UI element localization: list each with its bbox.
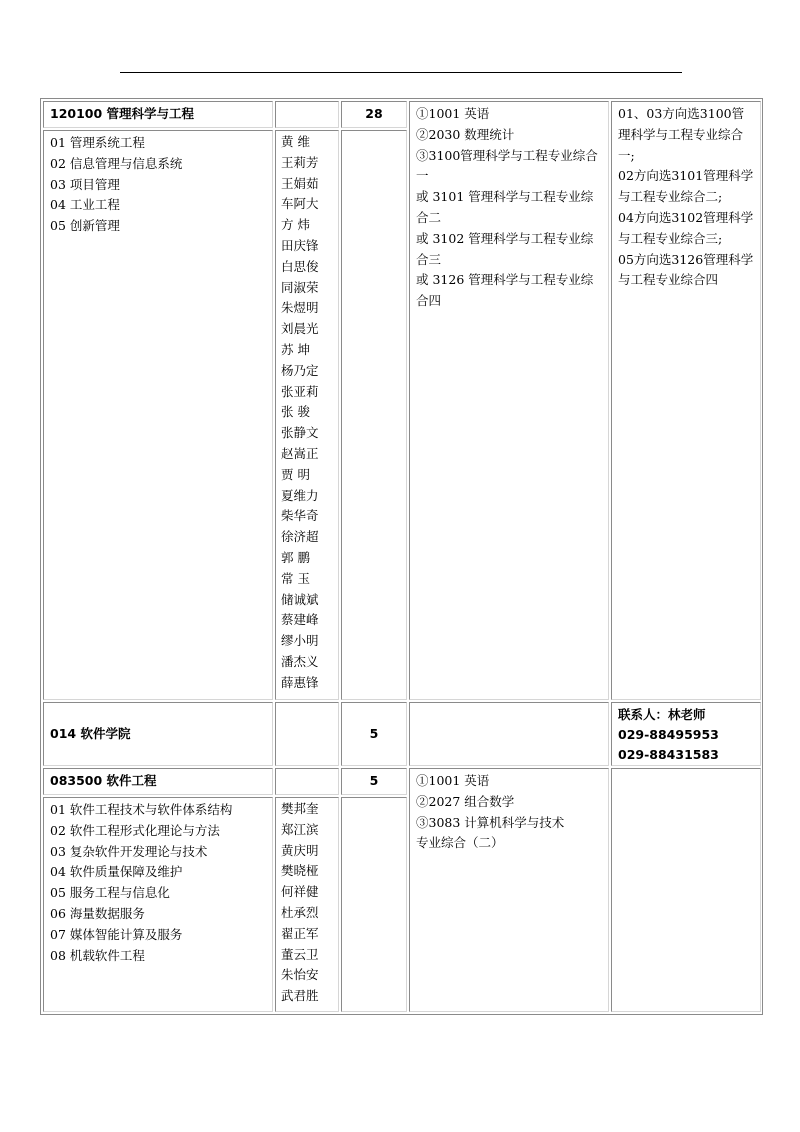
teacher-name: 王娟茹 bbox=[281, 175, 319, 191]
enrollment-count-cell bbox=[341, 101, 407, 128]
major2-directions-cell bbox=[43, 797, 273, 1012]
contact-person: 联系人：林老师 bbox=[618, 707, 706, 722]
teacher-name: 方 炜 bbox=[281, 217, 310, 233]
teacher-name: 田庆锋 bbox=[281, 237, 319, 253]
note-line: 05方向选3126管理科学与工程专业综合四 bbox=[618, 251, 754, 288]
direction-item: 06 海量数据服务 bbox=[50, 905, 145, 921]
teacher-name: 董云卫 bbox=[281, 946, 319, 962]
enrollment-count: 28 bbox=[365, 106, 383, 122]
teacher-name: 苏 坤 bbox=[281, 341, 310, 357]
teacher-name: 潘杰义 bbox=[281, 653, 319, 669]
teacher-name: 郑江滨 bbox=[281, 821, 319, 837]
school-exam-blank bbox=[409, 702, 609, 766]
note-line: 02方向选3101管理科学与工程专业综合二; bbox=[618, 168, 754, 205]
exam-line: ①1001 英语 bbox=[416, 106, 490, 121]
direction-item: 07 媒体智能计算及服务 bbox=[50, 926, 183, 942]
exam-line: ③3100管理科学与工程专业综合一 bbox=[416, 147, 598, 184]
major2-title-text: 083500 软件工程 bbox=[50, 773, 157, 789]
exam-line: ②2027 组合数学 bbox=[416, 793, 515, 809]
teacher-name: 刘晨光 bbox=[281, 321, 319, 337]
teacher-name: 常 玉 bbox=[281, 570, 310, 586]
header-rule bbox=[120, 72, 682, 73]
teacher-name: 黄 维 bbox=[281, 134, 310, 149]
teacher-name: 朱怡安 bbox=[281, 967, 319, 983]
major2-count-cell bbox=[341, 768, 407, 795]
direction-item: 04 软件质量保障及维护 bbox=[50, 864, 183, 880]
exam-line: 或 3126 管理科学与工程专业综合四 bbox=[416, 272, 594, 309]
contact-phone: 029-88431583 bbox=[618, 747, 719, 762]
teacher-name: 杨乃定 bbox=[281, 362, 319, 378]
major2-count-blank bbox=[341, 797, 407, 1012]
teacher-header-cell bbox=[275, 101, 339, 128]
direction-item: 08 机载软件工程 bbox=[50, 947, 145, 963]
major2-teachers-cell bbox=[275, 797, 339, 1012]
major2-exam-cell bbox=[409, 768, 609, 1012]
notes-cell bbox=[611, 101, 761, 700]
note-line: 01、03方向选3100管理科学与工程专业综合一; bbox=[618, 106, 745, 163]
school-name: 014 软件学院 bbox=[50, 725, 131, 741]
teacher-name: 蔡建峰 bbox=[281, 612, 319, 628]
exam-line: ②2030 数理统计 bbox=[416, 126, 515, 142]
teacher-name: 白思俊 bbox=[281, 258, 319, 274]
school-name-cell bbox=[43, 702, 273, 766]
direction-item: 01 软件工程技术与软件体系结构 bbox=[50, 802, 233, 817]
note-line: 04方向选3102管理科学与工程专业综合三; bbox=[618, 209, 754, 246]
exam-line: ①1001 英语 bbox=[416, 773, 490, 788]
teacher-name: 黄庆明 bbox=[281, 842, 319, 858]
teacher-name: 张亚莉 bbox=[281, 383, 319, 399]
teacher-name: 杜承烈 bbox=[281, 904, 319, 920]
enrollment-table bbox=[40, 98, 763, 1015]
direction-item: 03 项目管理 bbox=[50, 176, 120, 192]
exam-line: 或 3102 管理科学与工程专业综合三 bbox=[416, 230, 594, 267]
teacher-name: 车阿大 bbox=[281, 196, 319, 212]
school-teacher-blank bbox=[275, 702, 339, 766]
contact-phone: 029-88495953 bbox=[618, 727, 719, 742]
major-code-title bbox=[43, 101, 273, 128]
teacher-name: 何祥健 bbox=[281, 884, 319, 900]
teacher-name: 王莉芳 bbox=[281, 154, 319, 170]
direction-item: 02 软件工程形式化理论与方法 bbox=[50, 822, 220, 838]
major2-code-title bbox=[43, 768, 273, 795]
teacher-name: 郭 鹏 bbox=[281, 549, 310, 565]
major2-teacher-header bbox=[275, 768, 339, 795]
count-blank-cell bbox=[341, 130, 407, 700]
exam-line: 或 3101 管理科学与工程专业综合二 bbox=[416, 189, 594, 225]
teacher-name: 朱煜明 bbox=[281, 300, 319, 316]
major-title-text: 120100 管理科学与工程 bbox=[50, 106, 195, 122]
research-directions-cell bbox=[43, 130, 273, 700]
teacher-name: 缪小明 bbox=[281, 633, 319, 649]
teacher-name: 徐济超 bbox=[281, 529, 319, 545]
direction-item: 03 复杂软件开发理论与技术 bbox=[50, 843, 208, 859]
school-contact-cell bbox=[611, 702, 761, 766]
teachers-cell bbox=[275, 130, 339, 700]
school-count: 5 bbox=[369, 725, 379, 741]
teacher-name: 翟正军 bbox=[281, 925, 319, 941]
direction-item: 05 服务工程与信息化 bbox=[50, 885, 170, 901]
teacher-name: 储诚斌 bbox=[281, 591, 319, 607]
teacher-name: 夏维力 bbox=[281, 487, 319, 503]
teacher-name: 樊邦奎 bbox=[281, 801, 319, 816]
direction-item: 02 信息管理与信息系统 bbox=[50, 155, 183, 171]
teacher-name: 张静文 bbox=[281, 425, 319, 441]
teacher-name: 同淑荣 bbox=[281, 279, 319, 295]
direction-item: 05 创新管理 bbox=[50, 218, 120, 234]
teacher-name: 柴华奇 bbox=[281, 508, 319, 524]
exam-line: ③3083 计算机科学与技术专业综合（二） bbox=[416, 814, 565, 851]
major2-count: 5 bbox=[369, 773, 379, 789]
teacher-name: 薛惠锋 bbox=[281, 674, 319, 690]
exam-subjects-cell bbox=[409, 101, 609, 700]
teacher-name: 贾 明 bbox=[281, 466, 310, 482]
school-count-cell bbox=[341, 702, 407, 766]
direction-item: 01 管理系统工程 bbox=[50, 135, 145, 150]
major2-notes-blank bbox=[611, 768, 761, 1012]
teacher-name: 武君胜 bbox=[281, 988, 319, 1004]
teacher-name: 张 骏 bbox=[281, 404, 310, 420]
teacher-name: 赵嵩正 bbox=[281, 445, 319, 461]
teacher-name: 樊晓桠 bbox=[281, 863, 319, 879]
direction-item: 04 工业工程 bbox=[50, 197, 120, 213]
